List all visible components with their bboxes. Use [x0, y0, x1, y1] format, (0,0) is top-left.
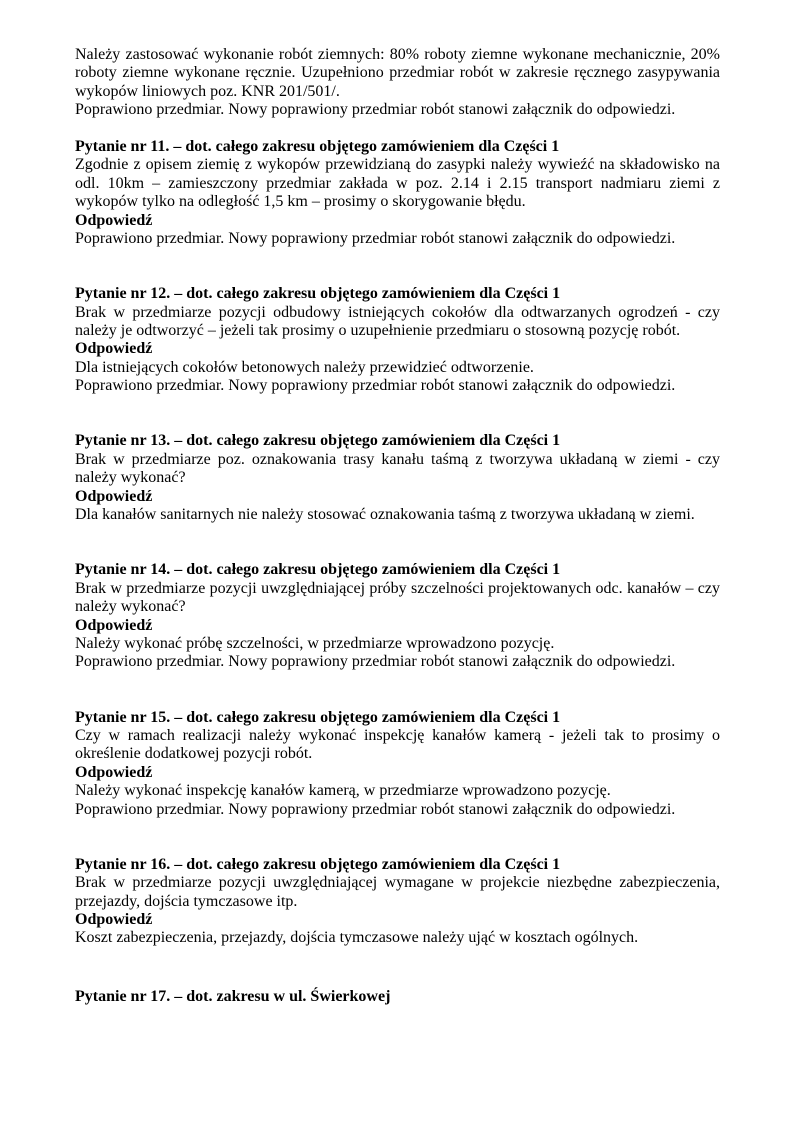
question-heading: Pytanie nr 16. – dot. całego zakresu objętego zamówieniem dla Części 1	[75, 855, 561, 873]
answer-text: Należy wykonać próbę szczelności, w przedmiarze wprowadzono pozycję.	[75, 634, 555, 652]
answer-text: Poprawiono przedmiar. Nowy poprawiony przedmiar robót stanowi załącznik do odpowiedzi.	[75, 653, 676, 671]
question-block-12	[75, 285, 720, 395]
question-heading: Pytanie nr 13. – dot. całego zakresu objętego zamówieniem dla Części 1	[75, 432, 561, 450]
intro-note: Poprawiono przedmiar. Nowy poprawiony przedmiar robót stanowi załącznik do odpowiedzi.	[75, 101, 676, 119]
question-heading: Pytanie nr 17. – dot. zakresu w ul. Świerkowej	[75, 987, 391, 1005]
answer-label: Odpowiedź	[75, 911, 153, 928]
question-block-16	[75, 856, 720, 948]
answer-label: Odpowiedź	[75, 211, 153, 229]
answer-text: Poprawiono przedmiar. Nowy poprawiony przedmiar robót stanowi załącznik do odpowiedzi.	[75, 800, 676, 818]
question-block-11	[75, 138, 720, 248]
answer-text: Dla istniejących cokołów betonowych należy przewidzieć odtworzenie.	[75, 358, 534, 376]
question-heading: Pytanie nr 11. – dot. całego zakresu objętego zamówieniem dla Części 1	[75, 138, 560, 156]
question-block-13	[75, 432, 720, 524]
question-text: Zgodnie z opisem ziemię z wykopów przewidzianą do zasypki należy wywieźć na składowisko na odl. 10km – zamieszczony przedmiar zakłada w poz. 2.14 i 2.15 transport nadmiaru ziemi z wykopów tylko na odległość 1,5 km – prosimy o skorygowanie błędu.	[75, 156, 720, 211]
answer-text: Należy wykonać inspekcję kanałów kamerą, w przedmiarze wprowadzono pozycję.	[75, 782, 611, 800]
answer-text: Koszt zabezpieczenia, przejazdy, dojścia tymczasowe należy ująć w kosztach ogólnych.	[75, 929, 639, 947]
question-heading: Pytanie nr 15. – dot. całego zakresu objętego zamówieniem dla Części 1	[75, 708, 561, 726]
question-text: Brak w przedmiarze poz. oznakowania trasy kanału taśmą z tworzywa układaną w ziemi - czy należy wykonać?	[75, 450, 720, 487]
question-text: Brak w przedmiarze pozycji uwzględniającej próby szczelności projektowanych odc. kanałów – czy należy wykonać?	[75, 579, 720, 616]
question-heading: Pytanie nr 14. – dot. całego zakresu objętego zamówieniem dla Części 1	[75, 561, 561, 579]
question-text: Brak w przedmiarze pozycji odbudowy istniejących cokołów dla odtwarzanych ogrodzeń - czy należy je odtworzyć – jeżeli tak prosimy o uzupełnienie przedmiaru o stosowną pozycję robót.	[75, 303, 720, 340]
answer-text: Poprawiono przedmiar. Nowy poprawiony przedmiar robót stanowi załącznik do odpowiedzi.	[75, 377, 676, 395]
answer-label: Odpowiedź	[75, 616, 153, 634]
answer-text: Dla kanałów sanitarnych nie należy stosować oznakowania taśmą z tworzywa układaną w ziemi.	[75, 506, 695, 524]
answer-label: Odpowiedź	[75, 763, 153, 781]
question-heading: Pytanie nr 12. – dot. całego zakresu objętego zamówieniem dla Części 1	[75, 285, 561, 303]
intro-paragraph: Należy zastosować wykonanie robót ziemnych: 80% roboty ziemne wykonane mechanicznie, 20% roboty ziemne wykonane ręcznie. Uzupełniono przedmiar robót w zakresie ręcznego zasypywania wykopów liniowych poz. KNR 201/501/.	[75, 46, 720, 100]
question-text: Brak w przedmiarze pozycji uwzględniającej wymagane w projekcie niezbędne zabezpieczenia, przejazdy, dojścia tymczasowe itp.	[75, 874, 720, 910]
answer-label: Odpowiedź	[75, 340, 153, 358]
question-block-17	[75, 988, 720, 1006]
question-block-14	[75, 561, 720, 671]
answer-text: Poprawiono przedmiar. Nowy poprawiony przedmiar robót stanowi załącznik do odpowiedzi.	[75, 230, 676, 248]
question-text: Czy w ramach realizacji należy wykonać inspekcję kanałów kamerą - jeżeli tak to prosimy o określenie dodatkowej pozycji robót.	[75, 726, 720, 763]
answer-label: Odpowiedź	[75, 487, 153, 505]
question-block-15	[75, 709, 720, 819]
